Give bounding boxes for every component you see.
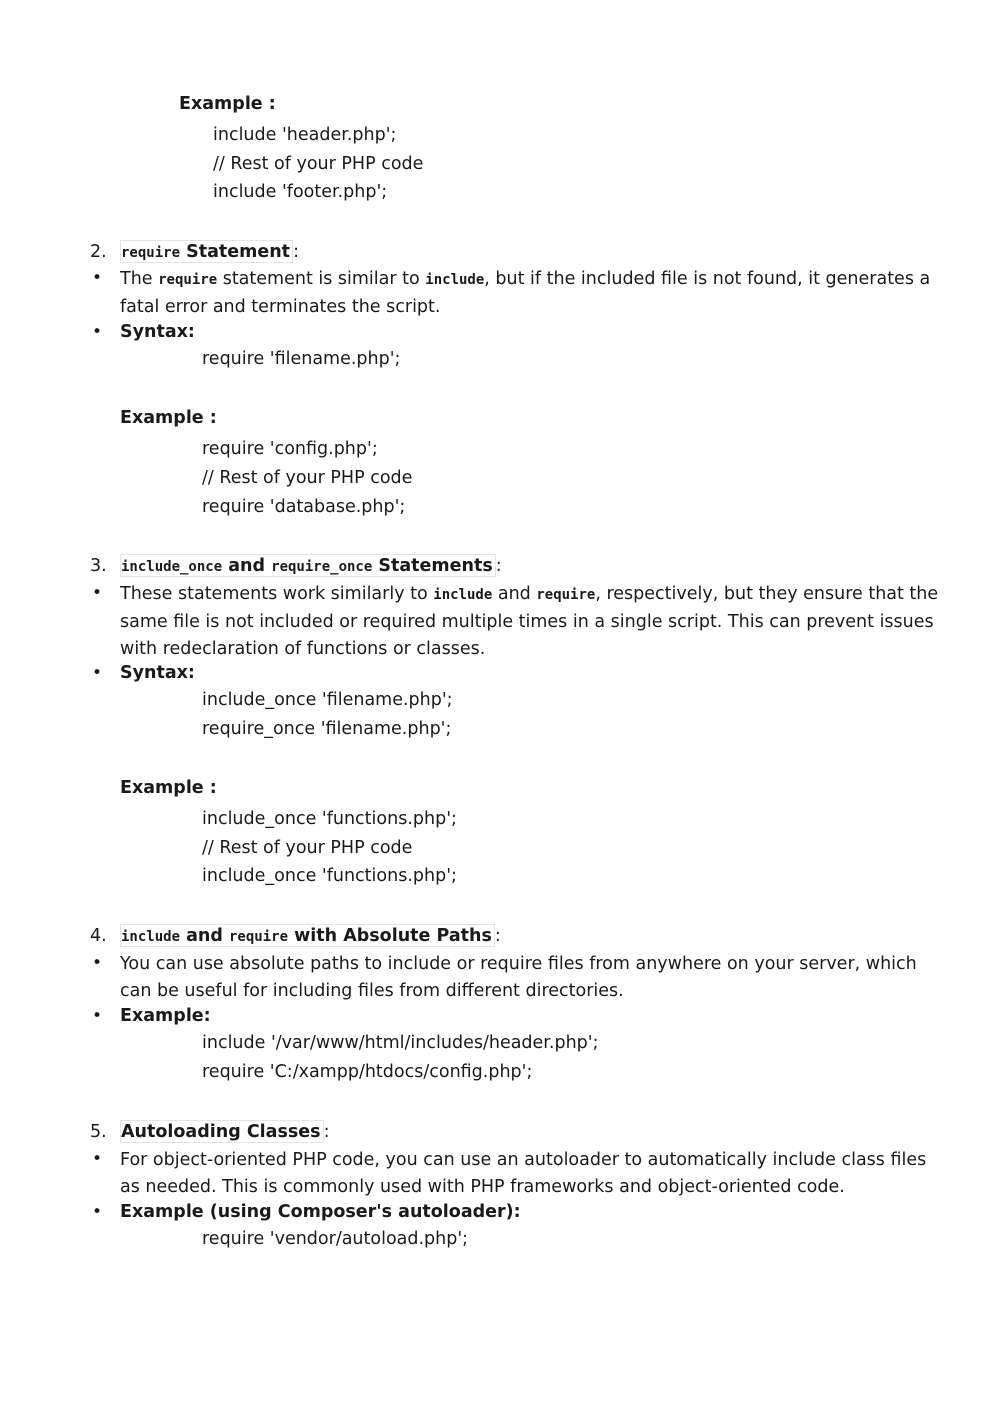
bullet-icon: •: [92, 1202, 103, 1222]
heading-code: include_once: [121, 559, 223, 575]
code-line: require_once 'filename.php';: [202, 719, 452, 739]
code-line: require 'filename.php';: [202, 349, 401, 369]
syntax-label: Syntax:: [120, 663, 195, 683]
code-line: include_once 'functions.php';: [202, 866, 457, 886]
section-number: 3.: [90, 556, 107, 576]
example-label: Example :: [120, 778, 217, 798]
bullet-icon: •: [92, 1006, 103, 1026]
section-number: 4.: [90, 926, 107, 946]
inline-code: include: [425, 272, 485, 288]
heading-text: with Absolute Paths: [288, 926, 492, 946]
bullet-icon: •: [92, 322, 103, 342]
inline-code: require: [158, 272, 218, 288]
syntax-label: Syntax:: [120, 322, 195, 342]
code-line: include 'header.php';: [213, 125, 397, 145]
section-heading: include and require with Absolute Paths :: [121, 926, 501, 946]
heading-text: Statements: [372, 556, 493, 576]
heading-colon: :: [323, 1122, 330, 1142]
code-line: require 'vendor/autoload.php';: [202, 1229, 469, 1249]
bullet-icon: •: [92, 583, 103, 603]
section-heading: [120, 240, 299, 263]
section-number: 2.: [90, 242, 107, 262]
example-label: Example :: [179, 94, 276, 114]
code-line: // Rest of your PHP code: [202, 468, 413, 488]
example-label: Example (using Composer's autoloader):: [120, 1202, 521, 1222]
code-line: // Rest of your PHP code: [202, 838, 413, 858]
heading-code: require: [121, 245, 181, 261]
code-line: include_once 'functions.php';: [202, 809, 457, 829]
code-line: include_once 'filename.php';: [202, 690, 453, 710]
section-description: These statements work similarly to include and require, respectively, but they ensure that the same file is not included or required multiple times in a single script. This can prevent issues with redeclaration of functions or classes.: [120, 584, 939, 659]
heading-colon: :: [495, 556, 502, 576]
heading-colon: :: [293, 242, 299, 262]
heading-text: Autoloading Classes: [121, 1122, 321, 1142]
example-label: Example :: [120, 408, 217, 428]
inline-code: include: [433, 587, 493, 603]
section-heading: [120, 1120, 330, 1143]
bullet-icon: •: [92, 268, 103, 288]
code-line: require 'config.php';: [202, 439, 378, 459]
code-line: include 'footer.php';: [213, 182, 388, 202]
heading-text: Statement: [180, 242, 291, 262]
heading-code: require: [229, 929, 289, 945]
section-description: You can use absolute paths to include or require files from anywhere on your server, which can be useful for including files from different directories.: [120, 954, 917, 1001]
code-line: // Rest of your PHP code: [213, 154, 424, 174]
section-heading: include_once and require_once Statements :: [121, 556, 502, 576]
heading-colon: :: [494, 926, 501, 946]
section-number: 5.: [90, 1122, 107, 1142]
example-label: Example:: [120, 1006, 211, 1026]
code-line: require 'database.php';: [202, 497, 406, 517]
heading-code: require_once: [271, 559, 373, 575]
bullet-icon: •: [92, 1149, 103, 1169]
inline-code: require: [536, 587, 596, 603]
bullet-icon: •: [92, 953, 103, 973]
section-description: The require statement is similar to include, but if the included file is not found, it generates a fatal error and terminates the script.: [120, 269, 931, 317]
code-line: require 'C:/xampp/htdocs/config.php';: [202, 1062, 533, 1082]
code-line: include '/var/www/html/includes/header.php';: [202, 1033, 599, 1053]
bullet-icon: •: [92, 663, 103, 683]
section-description: For object-oriented PHP code, you can use an autoloader to automatically include class files as needed. This is commonly used with PHP frameworks and object-oriented code.: [120, 1150, 927, 1197]
heading-code: include: [121, 929, 181, 945]
